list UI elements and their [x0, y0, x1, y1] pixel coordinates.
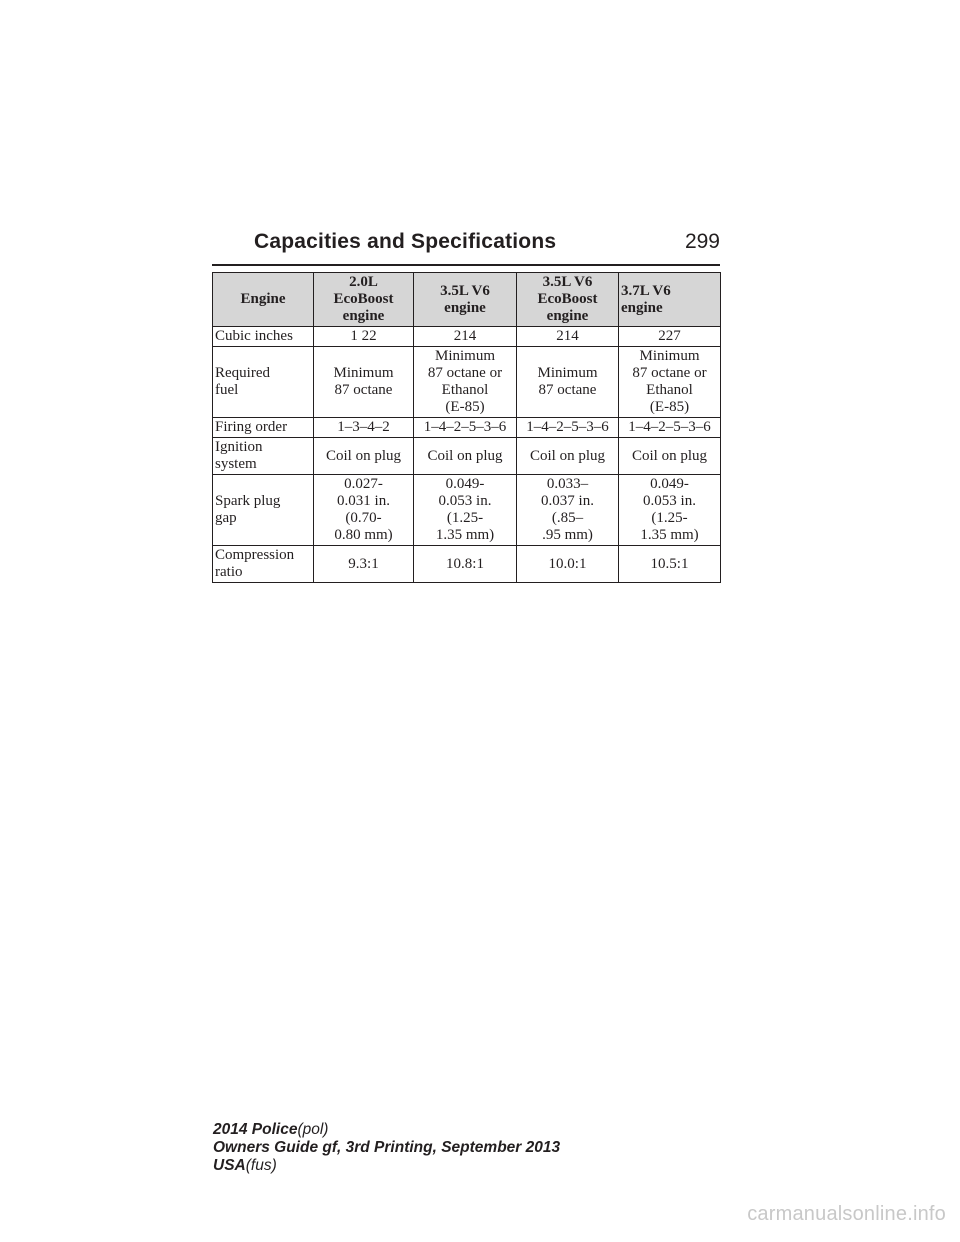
table-cell: 1–4–2–5–3–6	[414, 418, 517, 438]
table-cell: 10.5:1	[619, 546, 721, 583]
table-cell: 10.0:1	[517, 546, 619, 583]
table-cell: Minimum 87 octane	[314, 347, 414, 418]
page-number: 299	[684, 230, 720, 253]
site-watermark: carmanualsonline.info	[747, 1203, 946, 1225]
table-cell: 0.033– 0.037 in. (.85– .95 mm)	[517, 475, 619, 546]
page-header	[212, 226, 720, 266]
footer-region: USA	[213, 1157, 246, 1174]
table-row	[213, 475, 721, 546]
column-header-3-5l-v6-ecoboost: 3.5L V6 EcoBoost engine	[517, 273, 619, 327]
row-label-firing-order: Firing order	[213, 418, 314, 438]
table-cell: Coil on plug	[314, 438, 414, 475]
row-label-required-fuel: Required fuel	[213, 347, 314, 418]
row-label-compression-ratio: Compression ratio	[213, 546, 314, 583]
engine-specifications-table	[212, 272, 721, 583]
row-label-cubic-inches: Cubic inches	[213, 327, 314, 347]
section-title: Capacities and Specifications	[254, 230, 557, 253]
table-cell: 0.027- 0.031 in. (0.70- 0.80 mm)	[314, 475, 414, 546]
footer-region-code: (fus)	[245, 1157, 277, 1174]
table-row	[213, 438, 721, 475]
table-cell: 10.8:1	[414, 546, 517, 583]
column-header-3-7l-v6: 3.7L V6 engine	[619, 273, 721, 327]
document-footer	[213, 1121, 560, 1175]
table-cell: 1 22	[314, 327, 414, 347]
footer-line-printing: Owners Guide gf, 3rd Printing, September 2013	[213, 1139, 561, 1156]
table-row	[213, 418, 721, 438]
table-cell: 214	[517, 327, 619, 347]
column-header-2-0l-ecoboost: 2.0L EcoBoost engine	[314, 273, 414, 327]
table-cell: 9.3:1	[314, 546, 414, 583]
table-cell: Coil on plug	[517, 438, 619, 475]
table-row	[213, 347, 721, 418]
table-cell: Coil on plug	[414, 438, 517, 475]
table-row	[213, 327, 721, 347]
table-cell: Minimum 87 octane	[517, 347, 619, 418]
footer-vehicle-code: (pol)	[297, 1121, 329, 1138]
table-cell: 1–4–2–5–3–6	[517, 418, 619, 438]
row-label-ignition-system: Ignition system	[213, 438, 314, 475]
footer-vehicle: 2014 Police	[213, 1121, 298, 1138]
table-cell: Minimum 87 octane or Ethanol (E-85)	[414, 347, 517, 418]
table-cell: 0.049- 0.053 in. (1.25- 1.35 mm)	[414, 475, 517, 546]
table-cell: 214	[414, 327, 517, 347]
table-header-row	[213, 273, 721, 327]
table-row	[213, 546, 721, 583]
table-cell: Minimum 87 octane or Ethanol (E-85)	[619, 347, 721, 418]
table-cell: 1–3–4–2	[314, 418, 414, 438]
footer-line-region	[213, 1157, 560, 1175]
table-cell: Coil on plug	[619, 438, 721, 475]
row-label-spark-plug-gap: Spark plug gap	[213, 475, 314, 546]
table-cell: 227	[619, 327, 721, 347]
column-header-3-5l-v6: 3.5L V6 engine	[414, 273, 517, 327]
table-cell: 1–4–2–5–3–6	[619, 418, 721, 438]
table-cell: 0.049- 0.053 in. (1.25- 1.35 mm)	[619, 475, 721, 546]
footer-line-edition	[213, 1121, 560, 1139]
column-header-engine: Engine	[213, 273, 314, 327]
